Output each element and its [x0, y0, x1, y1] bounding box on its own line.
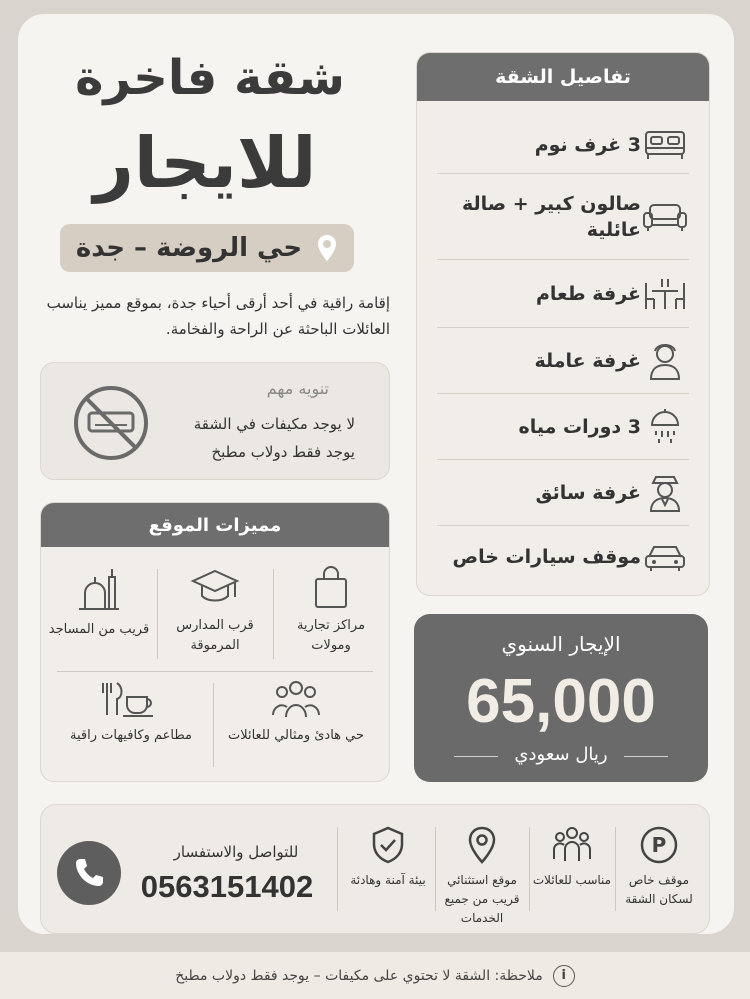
- feature-quiet: [221, 679, 371, 746]
- annual-rent-box: [414, 614, 708, 782]
- parking-icon: [639, 825, 679, 865]
- family-icon: [551, 825, 593, 865]
- info-icon: i: [553, 965, 575, 987]
- divider: [529, 827, 530, 911]
- footer-note-text: ملاحظة: الشقة لا تحتوي على مكيفات – يوجد فقط دولاب مطبخ: [175, 967, 543, 984]
- detail-row: [437, 527, 689, 587]
- location-pin-icon: [316, 234, 338, 262]
- rent-currency: ريال سعودي: [514, 744, 608, 765]
- feature-shopping: [277, 565, 385, 656]
- car-icon: [643, 541, 687, 573]
- contact-label: للتواصل والاستفسار: [173, 843, 299, 861]
- notice-line-1: لا يوجد مكيفات في الشقة: [193, 415, 355, 433]
- highlight-label: موقع استثنائي قريب من جميع الخدمات: [444, 873, 520, 925]
- highlight-parking: [617, 825, 701, 909]
- divider: [273, 569, 274, 659]
- detail-label: غرفة سائق: [535, 482, 641, 504]
- feature-label: حي هادئ ومثالي للعائلات: [227, 728, 365, 743]
- detail-label: غرفة عاملة: [534, 350, 641, 372]
- detail-row: [437, 395, 689, 460]
- graduation-cap-icon: [190, 565, 240, 609]
- notice-box: [40, 362, 390, 480]
- detail-label: موقف سيارات خاص: [452, 546, 641, 568]
- feature-label: قريب من المساجد: [48, 622, 150, 637]
- detail-label: غرفة طعام: [535, 283, 641, 305]
- divider: [337, 827, 338, 911]
- maid-icon: [647, 341, 683, 381]
- notice-title: تنويه مهم: [266, 379, 329, 398]
- divider: [435, 827, 436, 911]
- feature-restaurants: [61, 679, 201, 746]
- rent-value: 65,000: [466, 667, 656, 736]
- shopping-bag-icon: [311, 565, 351, 609]
- divider: [624, 756, 668, 757]
- divider: [213, 683, 214, 767]
- detail-row: [437, 461, 689, 526]
- detail-label: 3 غرف نوم: [534, 134, 641, 156]
- title-line-2: للايجار: [93, 122, 317, 204]
- footer-note: [0, 952, 750, 999]
- family-icon: [271, 679, 321, 719]
- notice-line-2: يوجد فقط دولاب مطبخ: [211, 443, 355, 461]
- location-text: حي الروضة – جدة: [75, 233, 303, 263]
- feature-label: مراكز تجارية ومولات: [296, 618, 366, 653]
- mosque-icon: [75, 565, 123, 613]
- bed-icon: [643, 128, 687, 162]
- highlight-safety: [343, 825, 433, 890]
- features-title: مميزات الموقع: [41, 503, 389, 547]
- feature-schools: [161, 565, 269, 656]
- shower-icon: [648, 407, 682, 447]
- title-line-1: شقة فاخرة: [75, 50, 345, 106]
- highlight-location: [437, 825, 527, 928]
- shield-icon: [370, 825, 406, 865]
- description: إقامة راقية في أحد أرقى أحياء جدة، بموقع مميز يناسب العائلات الباحثة عن الراحة والفخامة.: [46, 294, 390, 338]
- divider: [157, 569, 158, 659]
- rent-label: الإيجار السنوي: [501, 632, 621, 656]
- phone-icon: [72, 856, 106, 890]
- divider: [615, 827, 616, 911]
- feature-mosques: [45, 565, 153, 640]
- location-features-box: [40, 502, 390, 782]
- dining-icon: [642, 275, 688, 313]
- feature-label: مطاعم وكافيهات راقية: [69, 728, 192, 743]
- contact-phone[interactable]: 0563151402: [140, 869, 314, 904]
- driver-icon: [647, 473, 683, 513]
- highlight-label: موقف خاص لسكان الشقة: [625, 873, 693, 906]
- highlight-label: بيئة آمنة وهادئة: [350, 873, 426, 887]
- apartment-details-box: [416, 52, 710, 596]
- feature-label: قرب المدارس المرموقة: [176, 618, 254, 653]
- details-title: تفاصيل الشقة: [417, 53, 709, 101]
- divider: [57, 671, 373, 672]
- restaurant-icon: [101, 679, 161, 719]
- detail-row: [437, 117, 689, 174]
- svg-text:P: P: [651, 833, 667, 857]
- highlights-strip: [40, 804, 710, 934]
- no-ac-icon: [71, 383, 151, 463]
- detail-label: 3 دورات مياه: [518, 416, 641, 438]
- detail-label: صالون كبير + صالة عائلية: [461, 193, 641, 241]
- call-button[interactable]: [57, 841, 121, 905]
- detail-row: [437, 175, 689, 260]
- detail-row: [437, 261, 689, 328]
- sofa-icon: [642, 201, 688, 233]
- location-pill: [60, 224, 354, 272]
- highlight-label: مناسب للعائلات: [532, 873, 612, 887]
- location-pin-icon: [466, 825, 498, 865]
- highlight-families: [531, 825, 613, 890]
- detail-row: [437, 329, 689, 394]
